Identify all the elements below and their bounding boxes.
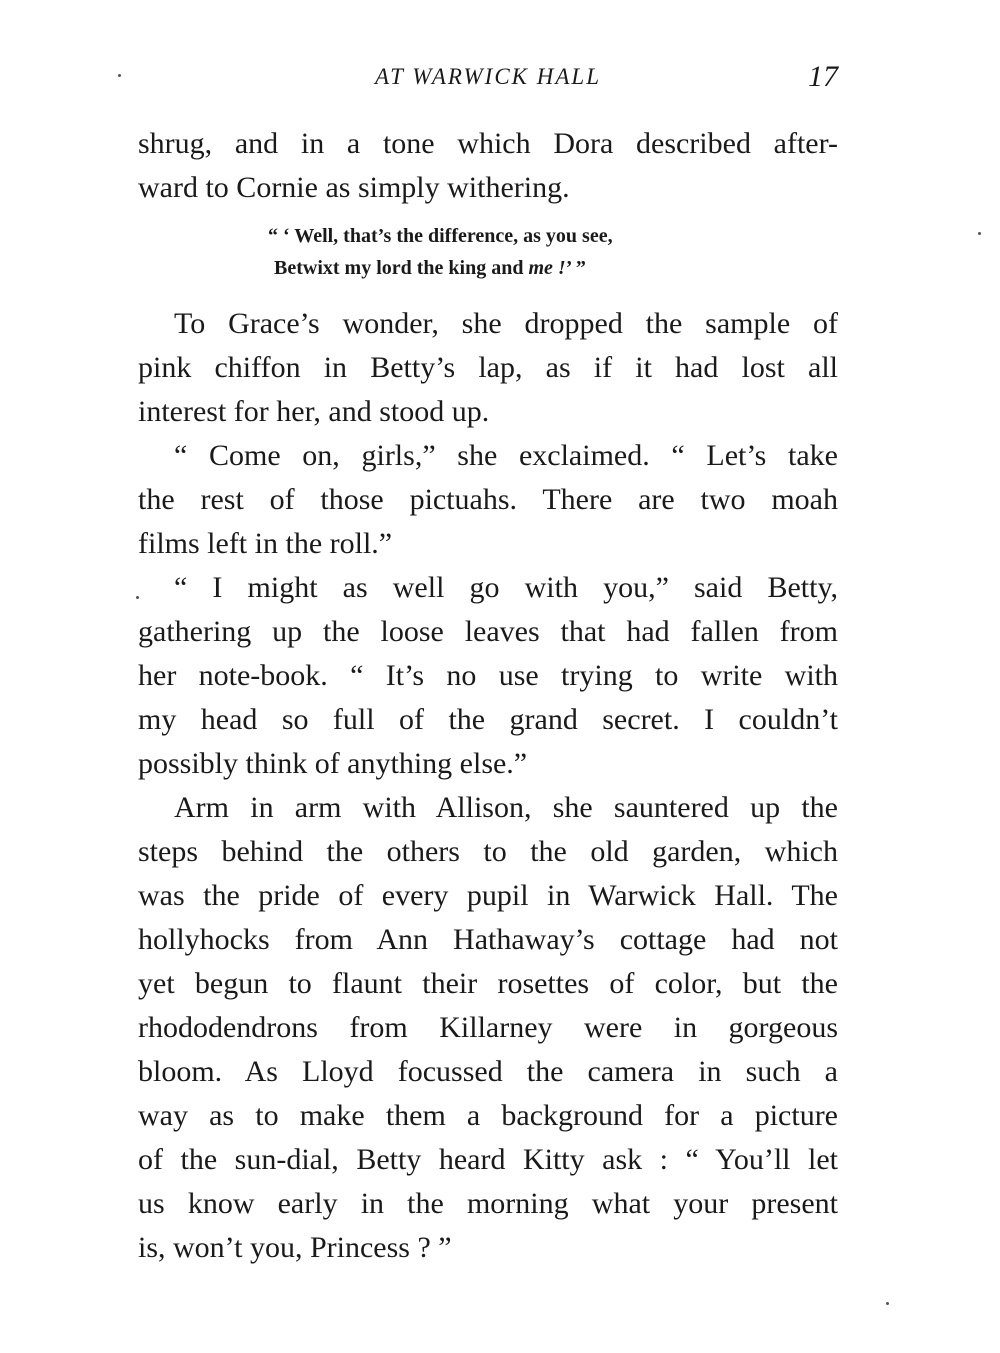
text-line: interest for her, and stood up. — [138, 395, 490, 428]
text-line: us know early in the morning what your present — [138, 1187, 838, 1220]
text-line: was the pride of every pupil in Warwick Hall. The — [138, 879, 838, 912]
running-head — [138, 60, 838, 100]
paragraph — [138, 434, 838, 566]
verse-text: Betwixt my lord the king and — [274, 257, 529, 279]
text-line: of the sun-dial, Betty heard Kitty ask : “ You’ll let — [138, 1143, 838, 1176]
speck-mark — [118, 74, 121, 77]
text-line: my head so full of the grand secret. I couldn’t — [138, 703, 838, 736]
text-line: Arm in arm with Allison, she sauntered up the — [174, 791, 838, 824]
text-line: way as to make them a background for a picture — [138, 1099, 838, 1132]
text-line: “ Come on, girls,” she exclaimed. “ Let’s take — [174, 439, 838, 472]
body-text — [138, 122, 838, 1270]
verse-emphasis: me ! — [528, 257, 566, 279]
text-line: steps behind the others to the old garden, which — [138, 835, 838, 868]
verse-line: “ ‘ Well, that’s the difference, as you see, — [268, 225, 613, 247]
verse-close-quote: ’ ” — [565, 257, 586, 279]
paragraph — [138, 566, 838, 786]
text-line: gathering up the loose leaves that had fallen from — [138, 615, 838, 648]
paragraph — [138, 122, 838, 210]
text-line: the rest of those pictuahs. There are two moah — [138, 483, 838, 516]
text-line: To Grace’s wonder, she dropped the sample of — [174, 307, 838, 340]
text-line: rhododendrons from Killarney were in gorgeous — [138, 1011, 838, 1044]
text-line: yet begun to flaunt their rosettes of color, but the — [138, 967, 838, 1000]
text-line: her note-book. “ It’s no use trying to write with — [138, 659, 838, 692]
text-line: is, won’t you, Princess ? ” — [138, 1231, 452, 1264]
speck-mark — [886, 1302, 889, 1305]
verse-line — [268, 252, 838, 284]
running-title: AT WARWICK HALL — [374, 64, 602, 89]
text-line: shrug, and in a tone which Dora described after- — [138, 127, 838, 160]
text-line: bloom. As Lloyd focussed the camera in such a — [138, 1055, 838, 1088]
text-line: “ I might as well go with you,” said Betty, — [174, 571, 838, 604]
text-line: films left in the roll.” — [138, 527, 393, 560]
page-number: 17 — [808, 60, 838, 93]
text-line: pink chiffon in Betty’s lap, as if it had lost all — [138, 351, 838, 384]
text-line: possibly think of anything else.” — [138, 747, 528, 780]
text-line: ward to Cornie as simply withering. — [138, 171, 570, 204]
speck-mark — [978, 232, 981, 235]
paragraph — [138, 786, 838, 1270]
text-line: hollyhocks from Ann Hathaway’s cottage had not — [138, 923, 838, 956]
verse-quote — [268, 220, 838, 284]
paragraph — [138, 302, 838, 434]
